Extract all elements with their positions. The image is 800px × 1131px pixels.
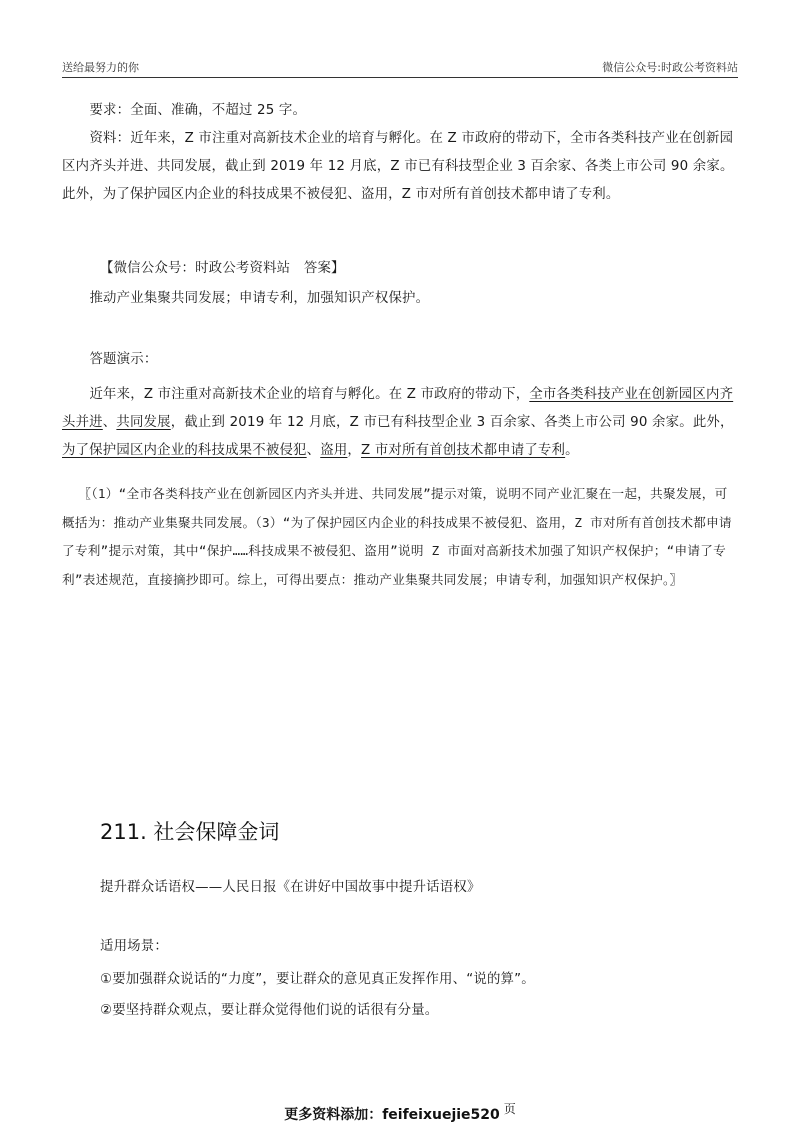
footer-contact: 更多资料添加：feifeixuejie520 (284, 1107, 500, 1123)
page-label: 页 (503, 1102, 516, 1116)
demo-underlined-text: Z 市对所有首创技术都申请了专利 (361, 443, 566, 458)
question-material: 资料：近年来，Z 市注重对高新技术企业的培育与孵化。在 Z 市政府的带动下，全市各类科技产业在创新园区内齐头并进、共同发展，截止到 2019 年 12 月底，Z 市已有科技型企业 3 百余家、各类上市公司 90 余家。此外，为了保护园区内企业的科技成果不被侵犯、盗用，Z 市对所有首创技术都申请了专利。 (62, 131, 734, 202)
page-footer (0, 1100, 800, 1124)
question-requirement: 要求：全面、准确，不超过 25 字。 (89, 103, 307, 118)
demo-underlined-text: 全市各类科技产业在创新园区内齐头并进 (62, 387, 734, 430)
section-title: 211. 社会保障金词 (100, 820, 280, 844)
analysis-paragraph: 〖（1）“全市各类科技产业在创新园区内齐头并进、共同发展”提示对策，说明不同产业汇聚在一起，共聚发展，可概括为：推动产业集聚共同发展。（3）“为了保护园区内企业的科技成果不被侵犯、盗用，Z 市对所有首创技术都申请了专利”提示对策，其中“保护……科技成果不被侵犯、盗用”说明 Z 市面对高新技术加强了知识产权保护；“申请了专利”表述规范，直接摘抄即可。综上，可得出要点：推动产业集聚共同发展；申请专利，加强知识产权保护。〗 (62, 486, 732, 587)
demo-text: 近年来，Z 市注重对高新技术企业的培育与孵化。在 Z 市政府的带动下， (89, 387, 530, 402)
demo-underlined-text: 为了保护园区内企业的科技成果不被侵犯 (62, 443, 307, 458)
scene-item-1: ①要加强群众说话的“力度”，要让群众的意见真正发挥作用、“说的算”。 (100, 972, 535, 987)
demo-underlined-text: 共同发展 (116, 415, 171, 430)
demo-paragraph (62, 381, 738, 465)
section-subtitle: 提升群众话语权——人民日报《在讲好中国故事中提升话语权》 (100, 880, 481, 895)
demo-text: ， (347, 443, 362, 458)
demo-text: ，截止到 2019 年 12 月底，Z 市已有科技型企业 3 百余家、各类上市公司 90 余家。此外， (170, 415, 734, 430)
page-header (62, 55, 738, 78)
scene-item-2: ②要坚持群众观点，要让群众觉得他们说的话很有分量。 (100, 1003, 439, 1018)
header-wechat-account: 微信公众号:时政公考资料站 (602, 61, 738, 74)
answer-label: 【微信公众号：时政公考资料站 答案】 (100, 261, 345, 276)
answer-text: 推动产业集聚共同发展；申请专利，加强知识产权保护。 (89, 291, 430, 306)
demo-text: 、 (306, 443, 321, 458)
demo-title: 答题演示： (89, 352, 158, 367)
scene-label: 适用场景： (100, 939, 168, 954)
demo-underlined-text: 盗用 (320, 443, 348, 458)
header-slogan: 送给最努力的你 (62, 61, 139, 74)
demo-text: 。 (565, 443, 579, 458)
demo-text: 、 (102, 415, 117, 430)
